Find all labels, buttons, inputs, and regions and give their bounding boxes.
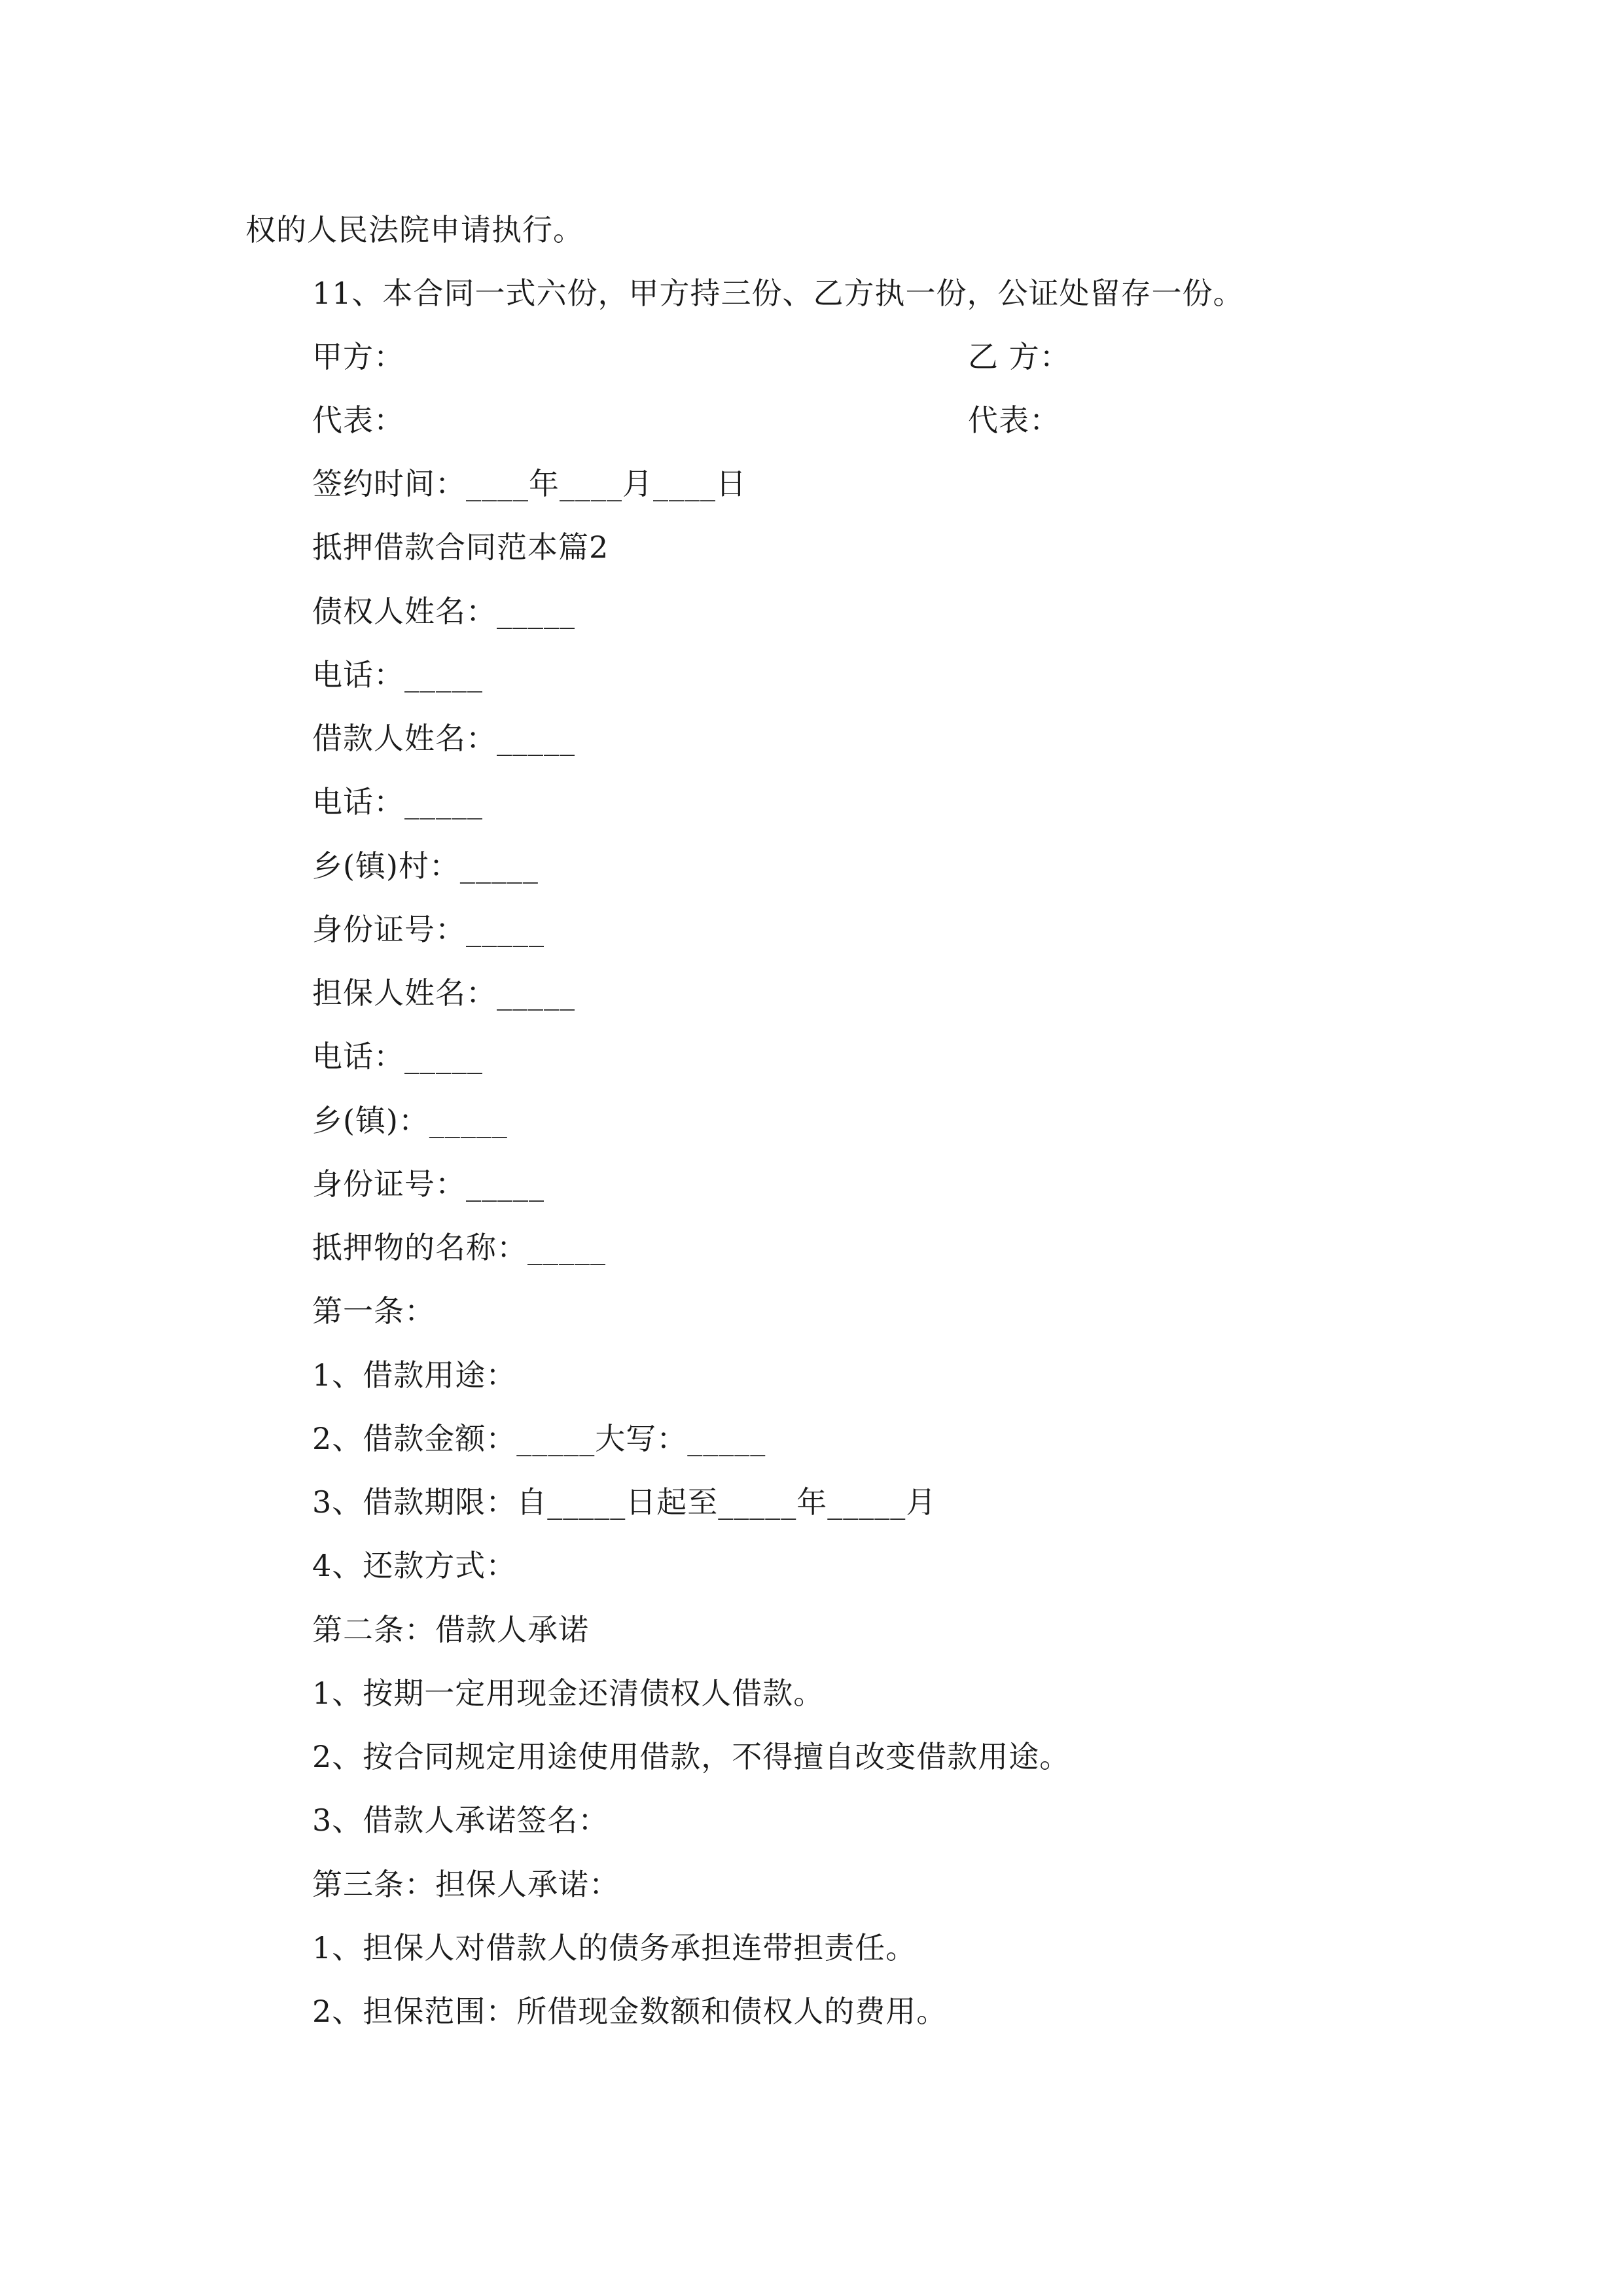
text-line: 乡(镇)村：_____ — [312, 848, 539, 884]
text-line: 3、借款人承诺签名： — [312, 1803, 609, 1838]
text-line: 4、还款方式： — [312, 1548, 517, 1583]
text-line: 身份证号：_____ — [312, 912, 544, 947]
text-line: 2、按合同规定用途使用借款，不得擅自改变借款用途。 — [312, 1739, 1071, 1774]
text-line: 电话：_____ — [312, 657, 483, 692]
sign-date-line: 签约时间：____年____月____日 — [312, 466, 747, 501]
rep-a-label: 代表： — [312, 403, 404, 438]
text-line: 权的人民法院申请执行。 — [245, 212, 584, 247]
text-line: 债权人姓名：_____ — [312, 594, 575, 629]
text-line: 2、担保范围：所借现金数额和债权人的费用。 — [312, 1994, 948, 2029]
text-line: 乡(镇)：_____ — [312, 1103, 508, 1138]
text-line: 担保人姓名：_____ — [312, 975, 575, 1011]
text-line: 1、借款用途： — [312, 1357, 517, 1393]
text-line: 1、按期一定用现金还清债权人借款。 — [312, 1676, 825, 1711]
text-line: 2、借款金额：_____大写：_____ — [312, 1421, 766, 1456]
text-line: 1、担保人对借款人的债务承担连带担责任。 — [312, 1930, 917, 1965]
representative-line — [312, 394, 1060, 446]
text-line: 电话：_____ — [312, 784, 483, 819]
text-line: 身份证号：_____ — [312, 1166, 544, 1202]
article-heading: 第二条：借款人承诺 — [312, 1612, 589, 1647]
party-a-label: 甲方： — [312, 339, 404, 374]
text-line: 电话：_____ — [312, 1039, 483, 1074]
rep-b-label: 代表： — [968, 403, 1060, 438]
text-line: 3、借款期限：自_____日起至_____年_____月 — [312, 1484, 937, 1520]
section-title: 抵押借款合同范本篇2 — [312, 529, 609, 565]
article-heading: 第三条：担保人承诺： — [312, 1867, 620, 1902]
text-line: 借款人姓名：_____ — [312, 721, 575, 756]
party-a-line — [312, 331, 1071, 383]
article-heading: 第一条： — [312, 1293, 435, 1329]
text-line: 11、本合同一式六份，甲方持三份、乙方执一份，公证处留存一份。 — [312, 276, 1244, 311]
party-b-label: 乙 方： — [968, 339, 1071, 374]
text-line: 抵押物的名称：_____ — [312, 1230, 606, 1265]
